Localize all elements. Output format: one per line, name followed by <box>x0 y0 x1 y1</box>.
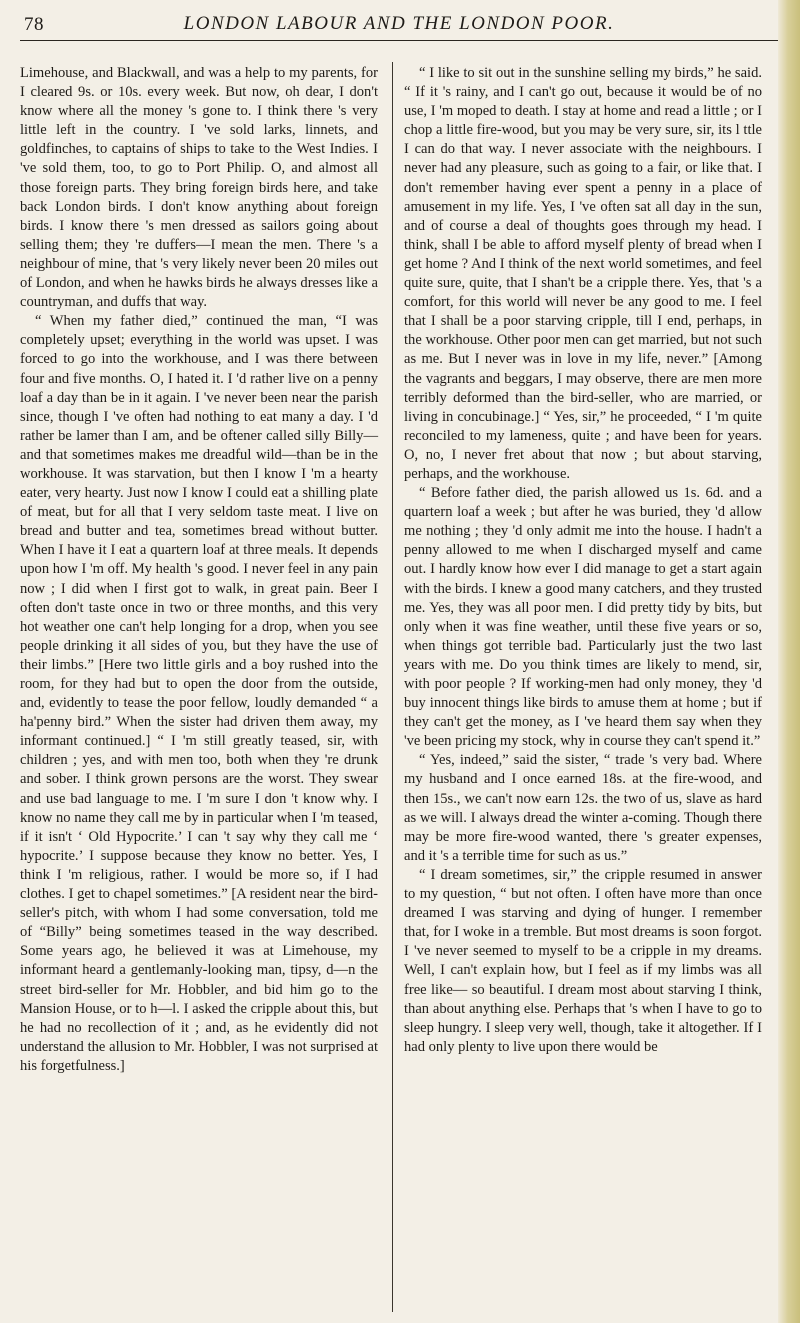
paragraph: “ I dream sometimes, sir,” the cripple resumed in answer to my question, “ but not often. I often have more than once dreamed I was starving and dying of hunger. I remember that, for I woke in a tremble. But most dreams is soon forgot. I 've never seemed to myself to be a cripple in my dreams. Well, I can't explain how, but I feel as if my limbs was all free like— so beautiful. I dream most about starving I think, than about anything else. Perhaps that 's when I have to go to sleep hungry. I sleep very well, though, take it altogether. If I had only plenty to live upon there would be <box>404 866 762 1055</box>
page-edge <box>778 0 800 1323</box>
paragraph: “ Yes, indeed,” said the sister, “ trade 's very bad. Where my husband and I once earned 18s. at the fire-wood, and then 15s., we can't now earn 12s. the two of us, slave as hard as we will. I always dread the winter a-coming. Though there may be more fire-wood wanted, there 's greater expenses, and it 's a terrible time for such as us.” <box>404 752 762 864</box>
paragraph: “ When my father died,” continued the man, “I was completely upset; everything in the world was upset. I was forced to go into the workhouse, and I was there between four and five months. O, I hated it. I 'd rather live on a penny loaf a day than be in it again. I 've never been near the parish since, though I 've often had nothing to eat many a day. I 'd rather be lamer than I am, and be oftener called silly Billy—and that sometimes makes me dreadful wild—than be in the workhouse. It was starvation, but then I know I 'm a hearty eater, very hearty. Just now I know I could eat a shilling plate of meat, but for all that I very seldom taste meat. I live on bread and butter and tea, sometimes bread without butter. When I have it I eat a quartern loaf at three meals. It depends upon how I 'm off. My health 's good. I never feel in any pain now ; I did when I first got to walk, in great pain. Beer I often don't taste once in two or three months, and this very hot weather one can't help longing for a drop, when you see people drinking it all sides of you, but they have the use of their limbs.” [Here two little girls and a boy rushed into the room, for they had but to open the door from the outside, and, evidently to tease the poor fellow, loudly demanded “ a ha'penny bird.” When the sister had driven them away, my informant continued.] “ I 'm still greatly teased, sir, with children ; yes, and with men too, both when they 're drunk and sober. I think grown persons are the worst. They swear and use bad language to me. I 'm sure I don 't know why. I know no name they call me by in particular when I 'm teased, if it isn't ‘ Old Hypocrite.’ I can 't say why they call me ‘ hypocrite.’ I suppose because they know no better. Yes, I think I 'm religious, rather. I would be more so, if I had clothes. I get to chapel sometimes.” [A resident near the bird-seller's pitch, with whom I had some conversation, told me of “Billy” being sometimes teased in the way described. Some years ago, he believed it was at Limehouse, my informant heard a gentlemanly-looking man, tipsy, d—n the street bird-seller for Mr. Hobbler, and bid him go to the Mansion House, or to h—l. I asked the cripple about this, but he had no recollection of it ; and, as he evidently did not understand the allusion to Mr. Hobbler, I was not surprised at his forgetfulness.] <box>20 313 378 1074</box>
left-column <box>20 64 378 1076</box>
running-header <box>20 10 778 41</box>
paragraph: “ I like to sit out in the sunshine selling my birds,” he said. “ If it 's rainy, and I can't go out, because it would be of no use, I 'm moped to death. I stay at home and read a little ; or I chop a little fire-wood, but you may be very sure, sir, its l ttle I can do that way. I never associate with the neighbours. I never had any pleasure, such as going to a fair, or like that. I don't remember having ever spent a penny in a place of amusement in my life. Yes, I 've often sat all day in the sun, and of course a deal of thoughts goes through my head. I think, shall I be able to afford myself plenty of bread when I get home ? And I think of the next world sometimes, and feel quite sure, quite, that I shan't be a cripple there. Yes, that 's a comfort, for this world will never be any good to me. I feel that I shall be a poor starving cripple, till I end, perhaps, in the workhouse. Other poor men can get married, but not such as me. But I never was in love in my life, never.” [Among the vagrants and beggars, I may observe, there are men more terribly deformed than the bird-seller, who are married, or living in concubinage.] “ Yes, sir,” he proceeded, “ I 'm quite reconciled to my lameness, quite ; and have been for years. O, no, I never fret about that now ; but about starving, perhaps, and the workhouse. <box>404 65 762 482</box>
column-divider <box>392 62 393 1312</box>
running-title: LONDON LABOUR AND THE LONDON POOR. <box>183 13 615 34</box>
paragraph: Limehouse, and Blackwall, and was a help to my parents, for I cleared 9s. or 10s. every week. But now, oh dear, I don't know where all the money 's gone to. I think there 's very little left in the country. I 've sold larks, linnets, and goldfinches, to captains of ships to take to the West Indies. I 've sold them, too, to go to Port Philip. O, and almost all those foreign parts. They bring foreign birds here, and take back London birds. I don't know anything about foreign birds. I know there 's men dressed as sailors going about selling them; they 're duffers—I mean the men. There 's a neighbour of mine, that 's very likely never been 20 miles out of London, and when he hawks birds he always dresses like a countryman, and duffs that way. <box>20 65 378 311</box>
page-number: 78 <box>24 14 44 35</box>
paragraph: “ Before father died, the parish allowed us 1s. 6d. and a quartern loaf a week ; but after he was buried, they 'd allow me nothing ; they 'd only admit me into the house. I hadn't a penny allowed to me when I discharged myself and came out. I hardly know how ever I did manage to get a start again with the birds. I knew a good many catchers, and they trusted me. Yes, they was all poor men. I did pretty tidy by bits, but only when it was fine weather, until these five years or so, when things got terrible bad. Particularly just the two last years with me. Do you think times are likely to mend, sir, with poor people ? If working-men had only money, they 'd buy innocent things like birds to amuse them at home ; but if they can't get the money, as I 've heard them say when they 've been pricing my stock, why in course they can't spend it.” <box>404 485 762 750</box>
right-column <box>404 64 762 1057</box>
